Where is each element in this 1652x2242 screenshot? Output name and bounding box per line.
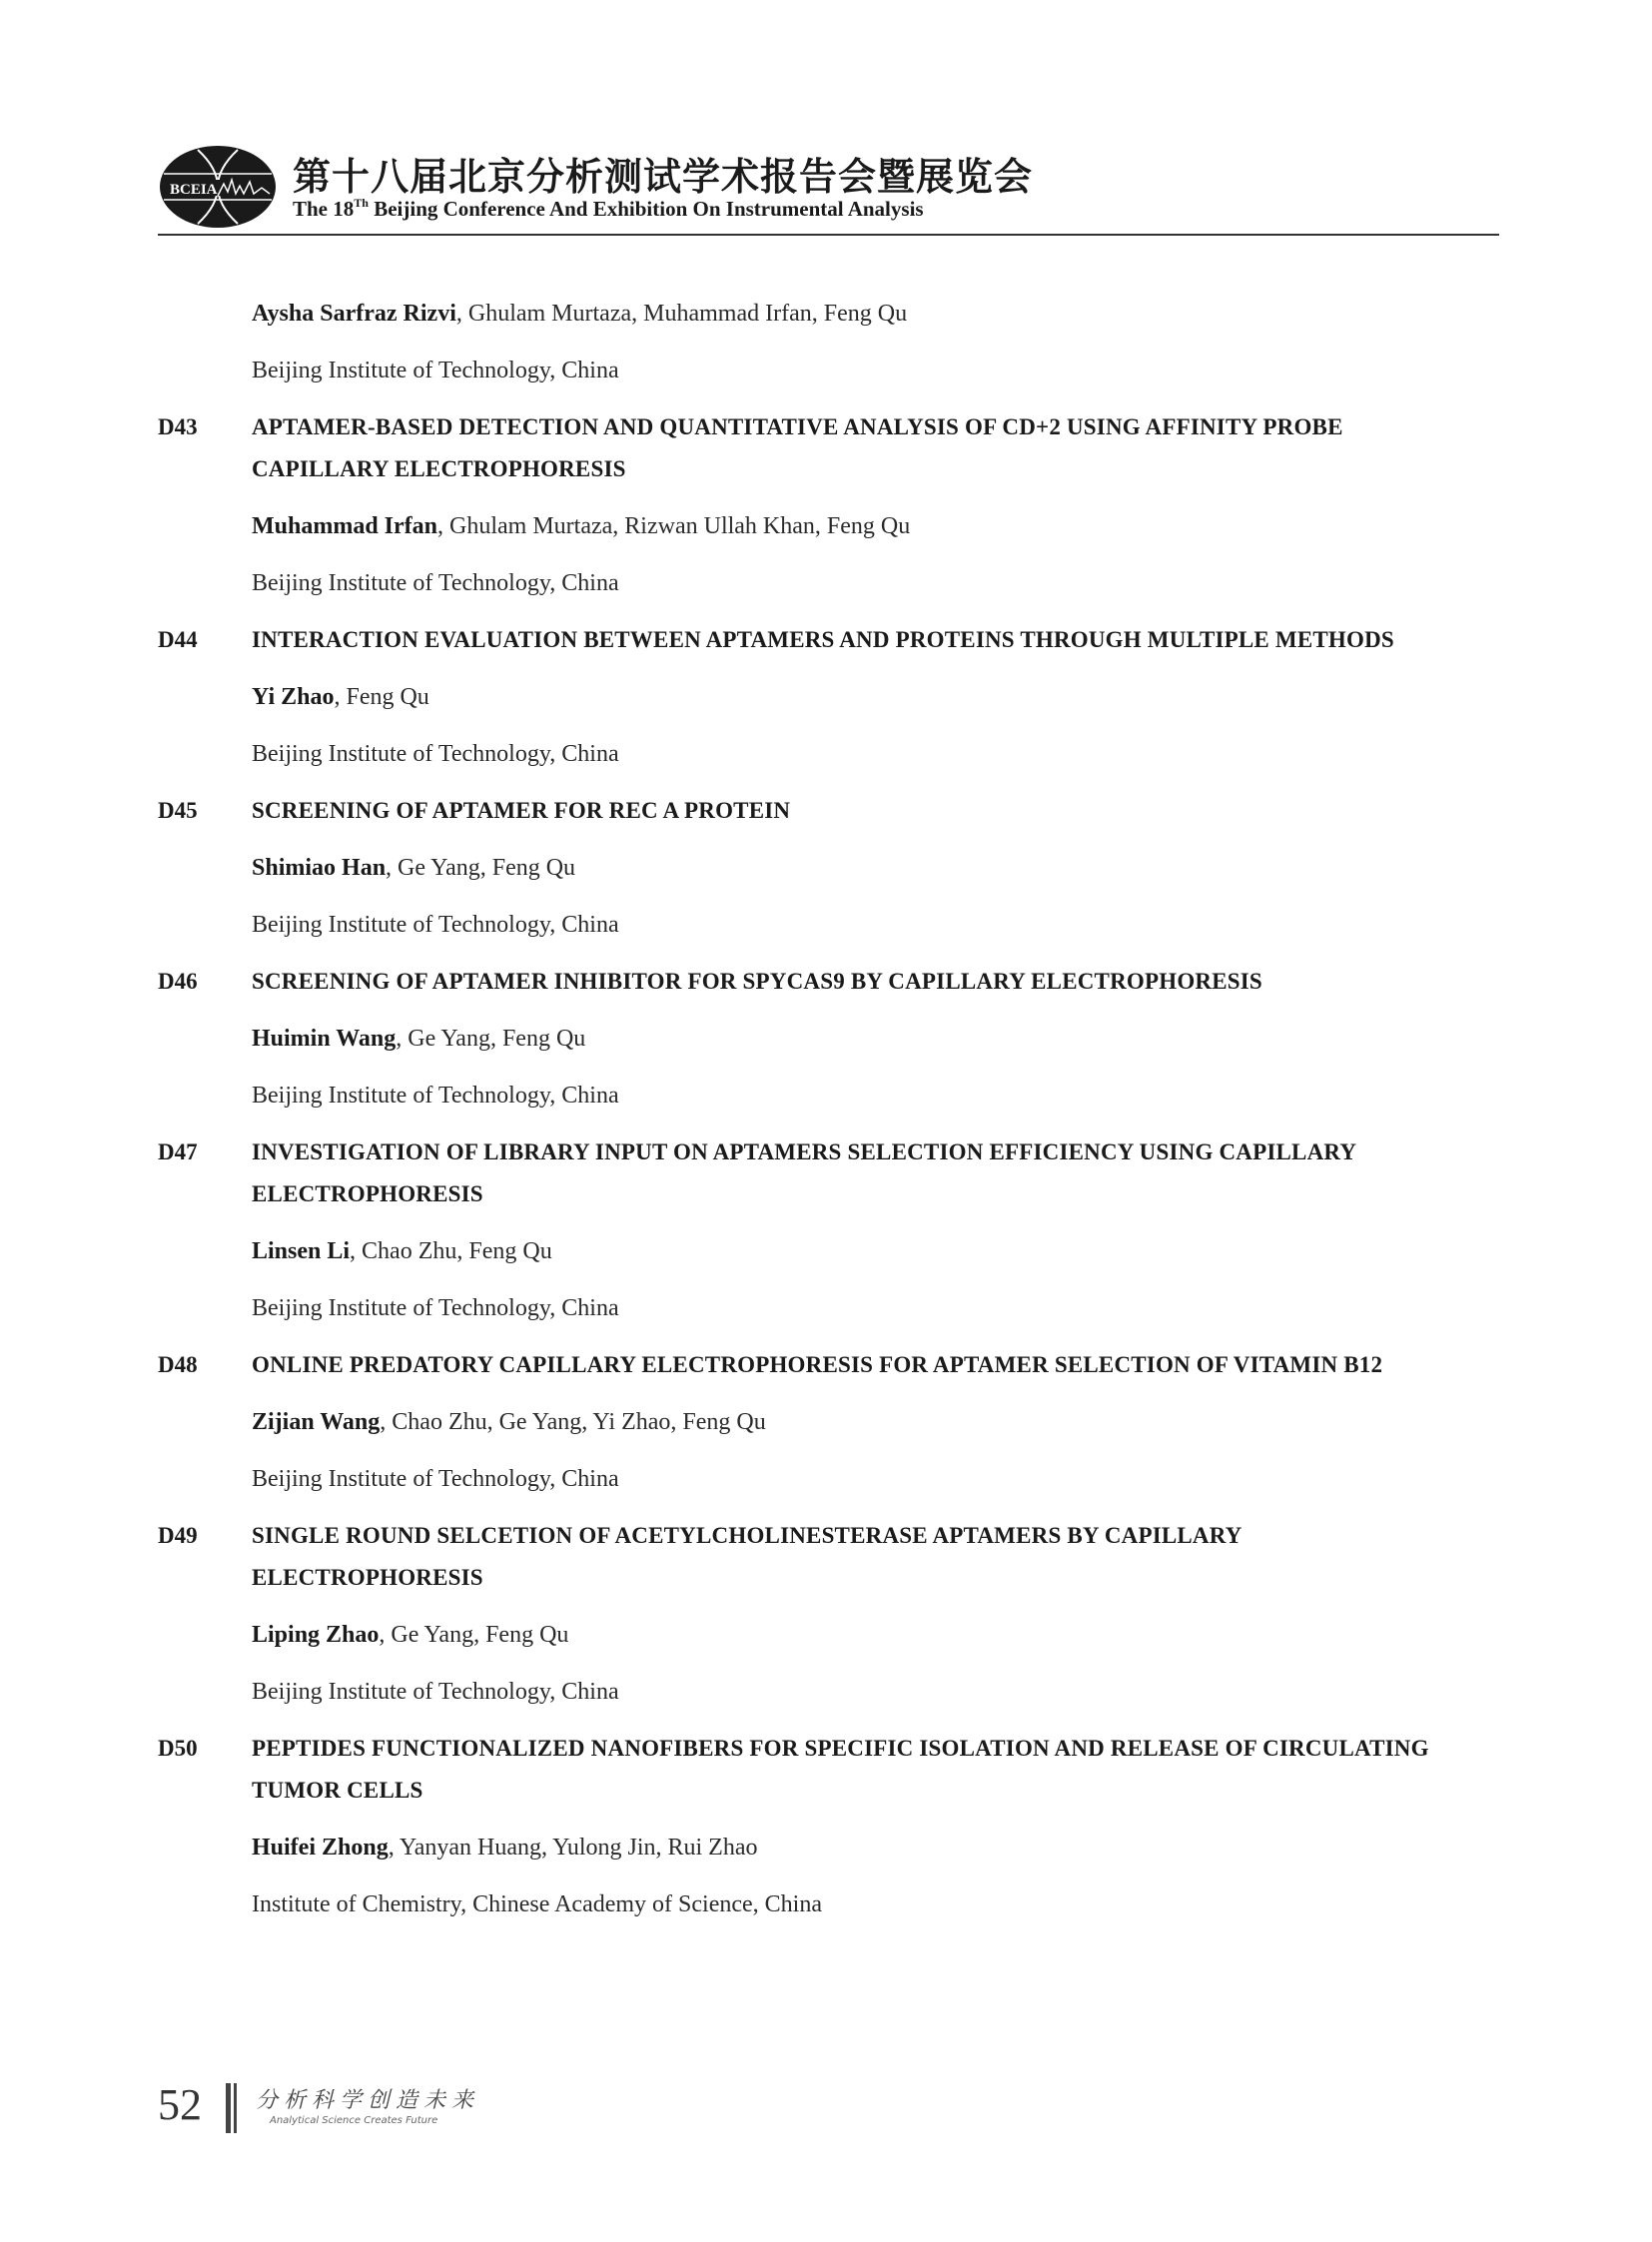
affiliation: Beijing Institute of Technology, China bbox=[252, 570, 619, 596]
co-authors: , Ghulam Murtaza, Muhammad Irfan, Feng Qu bbox=[455, 301, 908, 327]
author-line bbox=[252, 1614, 1456, 1671]
page-number: 52 bbox=[158, 2080, 202, 2129]
co-authors: , Ge Yang, Feng Qu bbox=[396, 1026, 586, 1052]
co-authors: , Ge Yang, Feng Qu bbox=[379, 1622, 569, 1648]
co-authors: , Ghulam Murtaza, Rizwan Ullah Khan, Feng Qu bbox=[437, 513, 911, 539]
affiliation: Beijing Institute of Technology, China bbox=[252, 741, 619, 767]
author-line bbox=[252, 1018, 1456, 1075]
lead-author: Muhammad Irfan bbox=[252, 513, 438, 539]
poster-title: PEPTIDES FUNCTIONALIZED NANOFIBERS FOR SPECIFIC ISOLATION AND RELEASE OF CIRCULATING TUMOR CELLS bbox=[252, 1736, 1429, 1803]
affiliation: Beijing Institute of Technology, China bbox=[252, 1083, 619, 1109]
poster-title: INVESTIGATION OF LIBRARY INPUT ON APTAMERS SELECTION EFFICIENCY USING CAPILLARY ELECTROPHORESIS bbox=[252, 1139, 1356, 1206]
poster-title: INTERACTION EVALUATION BETWEEN APTAMERS AND PROTEINS THROUGH MULTIPLE METHODS bbox=[252, 627, 1394, 652]
lead-author: Huifei Zhong bbox=[252, 1835, 389, 1861]
poster-code: D49 bbox=[158, 1523, 198, 1548]
affiliation: Beijing Institute of Technology, China bbox=[252, 912, 619, 938]
conference-title-cn: 第十八届北京分析测试学术报告会暨展览会 bbox=[293, 154, 1034, 199]
lead-author: Aysha Sarfraz Rizvi bbox=[252, 301, 456, 327]
lead-author: Liping Zhao bbox=[252, 1622, 380, 1648]
author-line bbox=[252, 1827, 1456, 1883]
co-authors: , Chao Zhu, Ge Yang, Yi Zhao, Feng Qu bbox=[380, 1409, 766, 1435]
logo-text: BCEIA bbox=[170, 182, 218, 198]
page-header bbox=[158, 136, 1499, 236]
co-authors: , Ge Yang, Feng Qu bbox=[386, 855, 576, 881]
lead-author: Zijian Wang bbox=[252, 1409, 381, 1435]
intro-entry bbox=[158, 293, 1456, 406]
co-authors: , Feng Qu bbox=[334, 684, 429, 710]
poster-code: D44 bbox=[158, 627, 198, 652]
author-line bbox=[252, 293, 1456, 350]
affiliation: Beijing Institute of Technology, China bbox=[252, 1466, 619, 1492]
co-authors: , Yanyan Huang, Yulong Jin, Rui Zhao bbox=[388, 1835, 758, 1861]
poster-code: D43 bbox=[158, 414, 198, 439]
poster-code: D46 bbox=[158, 969, 198, 994]
poster-title: ONLINE PREDATORY CAPILLARY ELECTROPHORESIS FOR APTAMER SELECTION OF VITAMIN B12 bbox=[252, 1352, 1383, 1377]
poster-title: SCREENING OF APTAMER FOR REC A PROTEIN bbox=[252, 798, 791, 823]
author-line bbox=[252, 1230, 1456, 1287]
author-line bbox=[252, 505, 1456, 562]
bceia-logo-icon bbox=[158, 144, 278, 230]
poster-code: D47 bbox=[158, 1139, 198, 1164]
affiliation: Beijing Institute of Technology, China bbox=[252, 358, 619, 383]
affiliation: Institute of Chemistry, Chinese Academy of Science, China bbox=[252, 1891, 822, 1917]
author-line bbox=[252, 1401, 1456, 1458]
poster-entry bbox=[158, 1515, 1456, 1728]
affiliation: Beijing Institute of Technology, China bbox=[252, 1679, 619, 1705]
page-footer bbox=[158, 2077, 757, 2147]
poster-code: D48 bbox=[158, 1352, 198, 1377]
header-divider bbox=[158, 234, 1499, 236]
affiliation: Beijing Institute of Technology, China bbox=[252, 1295, 619, 1321]
slogan-en: Analytical Science Creates Future bbox=[270, 2115, 438, 2126]
poster-code: D45 bbox=[158, 798, 198, 823]
lead-author: Yi Zhao bbox=[252, 684, 335, 710]
poster-entry bbox=[158, 619, 1456, 790]
author-line bbox=[252, 676, 1456, 733]
lead-author: Huimin Wang bbox=[252, 1026, 397, 1052]
poster-entry bbox=[158, 406, 1456, 619]
author-line bbox=[252, 847, 1456, 904]
divider-bars-icon bbox=[226, 2083, 240, 2133]
lead-author: Linsen Li bbox=[252, 1238, 351, 1264]
poster-code: D50 bbox=[158, 1736, 198, 1761]
poster-entry bbox=[158, 1344, 1456, 1515]
abstract-list bbox=[158, 293, 1456, 1940]
conference-title-en: The 18Th Beijing Conference And Exhibition On Instrumental Analysis bbox=[293, 196, 924, 221]
poster-entry bbox=[158, 790, 1456, 961]
poster-title: SINGLE ROUND SELCETION OF ACETYLCHOLINESTERASE APTAMERS BY CAPILLARY ELECTROPHORESIS bbox=[252, 1523, 1241, 1590]
co-authors: , Chao Zhu, Feng Qu bbox=[350, 1238, 552, 1264]
poster-entry bbox=[158, 1131, 1456, 1344]
poster-title: APTAMER-BASED DETECTION AND QUANTITATIVE ANALYSIS OF CD+2 USING AFFINITY PROBE CAPILLARY ELECTROPHORESIS bbox=[252, 414, 1343, 481]
poster-title: SCREENING OF APTAMER INHIBITOR FOR SPYCAS9 BY CAPILLARY ELECTROPHORESIS bbox=[252, 969, 1262, 994]
poster-entry bbox=[158, 1728, 1456, 1940]
poster-entry bbox=[158, 961, 1456, 1131]
lead-author: Shimiao Han bbox=[252, 855, 387, 881]
slogan-cn: 分析科学创造未来 bbox=[256, 2088, 480, 2113]
